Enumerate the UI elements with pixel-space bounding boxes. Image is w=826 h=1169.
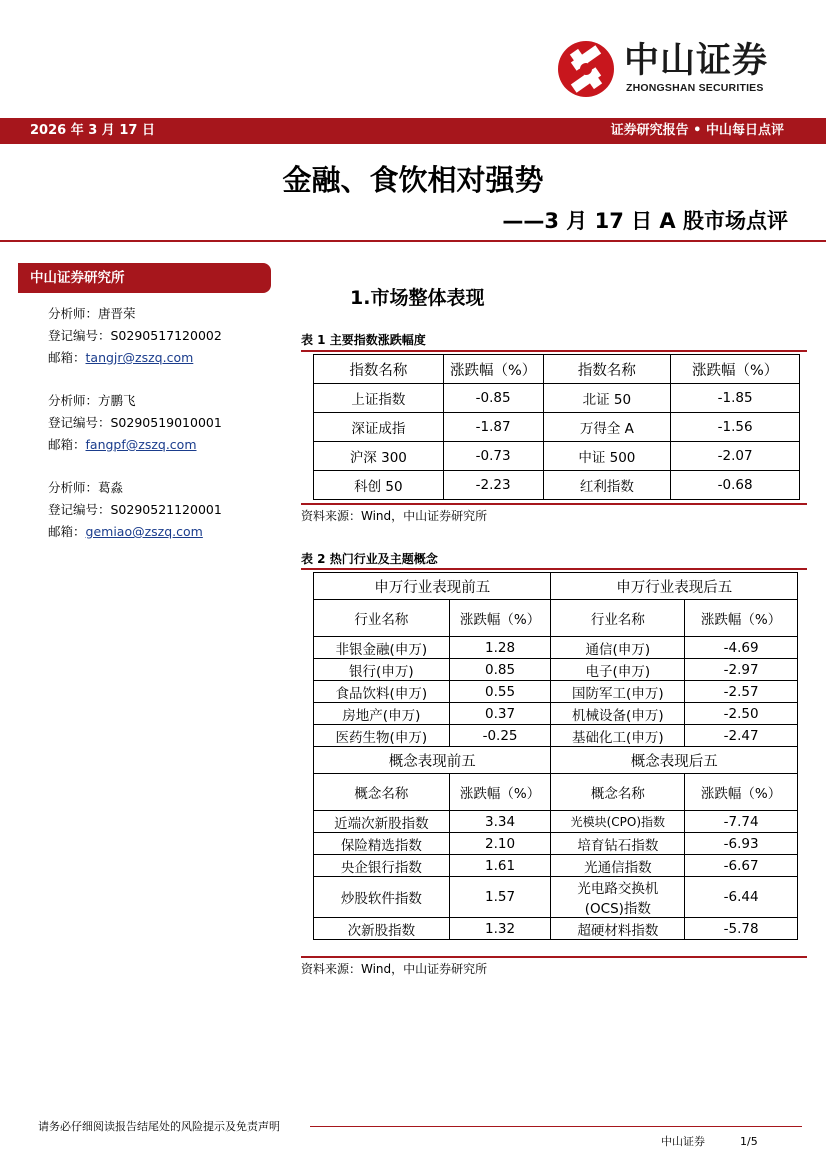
group-header: 概念表现前五 [314,747,551,774]
report-date: 2026 年 3 月 17 日 [30,123,155,138]
index-change: -0.85 [443,384,543,413]
analyst-email-link[interactable]: fangpf@zszq.com [85,437,197,452]
analyst-registration: 登记编号：S0290519010001 [48,415,222,430]
report-subtitle: ——3 月 17 日 A 股市场点评 [502,209,788,233]
sector-change: -2.47 [685,725,798,747]
table-row [314,918,798,940]
header-cell: 指数名称 [543,355,671,384]
table1-caption-rule [301,350,807,352]
email-label: 邮箱： [48,524,86,539]
concept-name: 培育钻石指数 [551,833,685,855]
sector-name: 通信(申万) [551,637,685,659]
table-row [314,384,800,413]
table-row [314,413,800,442]
table-header-row [314,774,798,811]
header-cell: 涨跌幅（%） [449,600,551,637]
index-name: 深证成指 [314,413,444,442]
analyst-name: 分析师：唐晋荣 [48,306,136,321]
index-change: -0.73 [443,442,543,471]
sector-name: 基础化工(申万) [551,725,685,747]
email-label: 邮箱： [48,350,86,365]
concept-name: 近端次新股指数 [314,811,450,833]
concept-change: 2.10 [449,833,551,855]
table-row [314,703,798,725]
sector-change: 1.28 [449,637,551,659]
table-row [314,659,798,681]
table-row [314,471,800,500]
sector-name: 食品饮料(申万) [314,681,450,703]
sector-change: -2.57 [685,681,798,703]
title-divider [0,240,826,242]
table1-caption: 表 1 主要指数涨跌幅度 [301,333,426,347]
table-row [314,681,798,703]
header-cell: 指数名称 [314,355,444,384]
table-header-row [314,600,798,637]
concept-name: 次新股指数 [314,918,450,940]
table-row [314,877,798,918]
concept-name: 超硬材料指数 [551,918,685,940]
index-change: -2.07 [671,442,800,471]
concept-change: 3.34 [449,811,551,833]
index-name: 沪深 300 [314,442,444,471]
section-heading: 1.市场整体表现 [350,287,485,309]
header-cell: 涨跌幅（%） [685,774,798,811]
analyst-registration: 登记编号：S0290517120002 [48,328,222,343]
analyst-block [48,390,222,456]
concept-name-line: (OCS)指数 [584,901,651,917]
concept-name-line: 光电路交换机 [577,881,659,897]
group-header: 申万行业表现后五 [551,573,798,600]
concept-name: 央企银行指数 [314,855,450,877]
sector-name: 电子(申万) [551,659,685,681]
sidebar-heading-label: 中山证券研究所 [30,270,125,286]
table-row [314,833,798,855]
index-change: -1.85 [671,384,800,413]
concept-change: -5.78 [685,918,798,940]
table2-bottom-rule [301,956,807,958]
header-cell: 涨跌幅（%） [443,355,543,384]
concept-change: -7.74 [685,811,798,833]
sector-name: 银行(申万) [314,659,450,681]
table-row [314,442,800,471]
index-name: 北证 50 [543,384,671,413]
sector-name: 机械设备(申万) [551,703,685,725]
header-cell: 涨跌幅（%） [449,774,551,811]
index-name: 科创 50 [314,471,444,500]
footer-company: 中山证券 [661,1135,705,1148]
table-header-row [314,355,800,384]
email-label: 邮箱： [48,437,86,452]
sector-change: -2.50 [685,703,798,725]
concept-change: 1.61 [449,855,551,877]
sector-change: -0.25 [449,725,551,747]
analyst-block [48,303,222,369]
table-row [314,725,798,747]
sidebar-heading [18,263,271,293]
concept-change: -6.44 [685,877,798,918]
analyst-block [48,477,222,543]
concept-name: 保险精选指数 [314,833,450,855]
analyst-email-line [48,347,222,369]
sector-change: -4.69 [685,637,798,659]
index-name: 红利指数 [543,471,671,500]
page-number: 1/5 [740,1135,758,1148]
footer-rule [310,1126,802,1127]
table2-source: 资料来源：Wind，中山证券研究所 [301,962,488,976]
sector-name: 医药生物(申万) [314,725,450,747]
header-cell: 概念名称 [551,774,685,811]
table-row [314,811,798,833]
index-change: -2.23 [443,471,543,500]
concept-change: 1.57 [449,877,551,918]
report-title: 金融、食饮相对强势 [282,163,544,197]
logo-name-en: ZHONGSHAN SECURITIES [626,82,764,94]
analyst-email-link[interactable]: tangjr@zszq.com [85,350,194,365]
index-name: 上证指数 [314,384,444,413]
index-table [313,354,800,500]
header-cell: 涨跌幅（%） [671,355,800,384]
table-row [314,637,798,659]
concept-name: 光通信指数 [551,855,685,877]
sector-change: 0.55 [449,681,551,703]
group-header: 概念表现后五 [551,747,798,774]
index-change: -0.68 [671,471,800,500]
table-row [314,855,798,877]
sector-name: 房地产(申万) [314,703,450,725]
sector-change: -2.97 [685,659,798,681]
group-header-row [314,573,798,600]
analyst-registration: 登记编号：S0290521120001 [48,502,222,517]
index-name: 万得全 A [543,413,671,442]
group-header-row [314,747,798,774]
header-cell: 涨跌幅（%） [685,600,798,637]
index-change: -1.87 [443,413,543,442]
table2-caption: 表 2 热门行业及主题概念 [301,552,438,566]
header-cell: 行业名称 [551,600,685,637]
index-change: -1.56 [671,413,800,442]
table2-caption-rule [301,568,807,570]
table1-source: 资料来源：Wind，中山证券研究所 [301,509,488,523]
analyst-email-link[interactable]: gemiao@zszq.com [85,524,203,539]
logo-name-cn: 中山证券 [624,41,769,81]
sector-name: 非银金融(申万) [314,637,450,659]
analyst-email-line [48,434,222,456]
index-name: 中证 500 [543,442,671,471]
concept-change: 1.32 [449,918,551,940]
concept-name [551,877,685,918]
footer-disclaimer: 请务必仔细阅读报告结尾处的风险提示及免责声明 [38,1120,280,1133]
sector-change: 0.37 [449,703,551,725]
report-category: 证券研究报告 • 中山每日点评 [610,123,784,138]
analyst-name: 分析师：方鹏飞 [48,393,136,408]
concept-name: 炒股软件指数 [314,877,450,918]
sector-table [313,572,798,940]
group-header: 申万行业表现前五 [314,573,551,600]
header-cell: 行业名称 [314,600,450,637]
table1-bottom-rule [301,503,807,505]
concept-change: -6.93 [685,833,798,855]
analyst-email-line [48,521,222,543]
sector-change: 0.85 [449,659,551,681]
header-cell: 概念名称 [314,774,450,811]
sector-name: 国防军工(申万) [551,681,685,703]
analyst-name: 分析师：葛淼 [48,480,124,495]
concept-name: 光模块(CPO)指数 [551,811,685,833]
zhongshan-logo-icon [557,40,615,98]
concept-change: -6.67 [685,855,798,877]
